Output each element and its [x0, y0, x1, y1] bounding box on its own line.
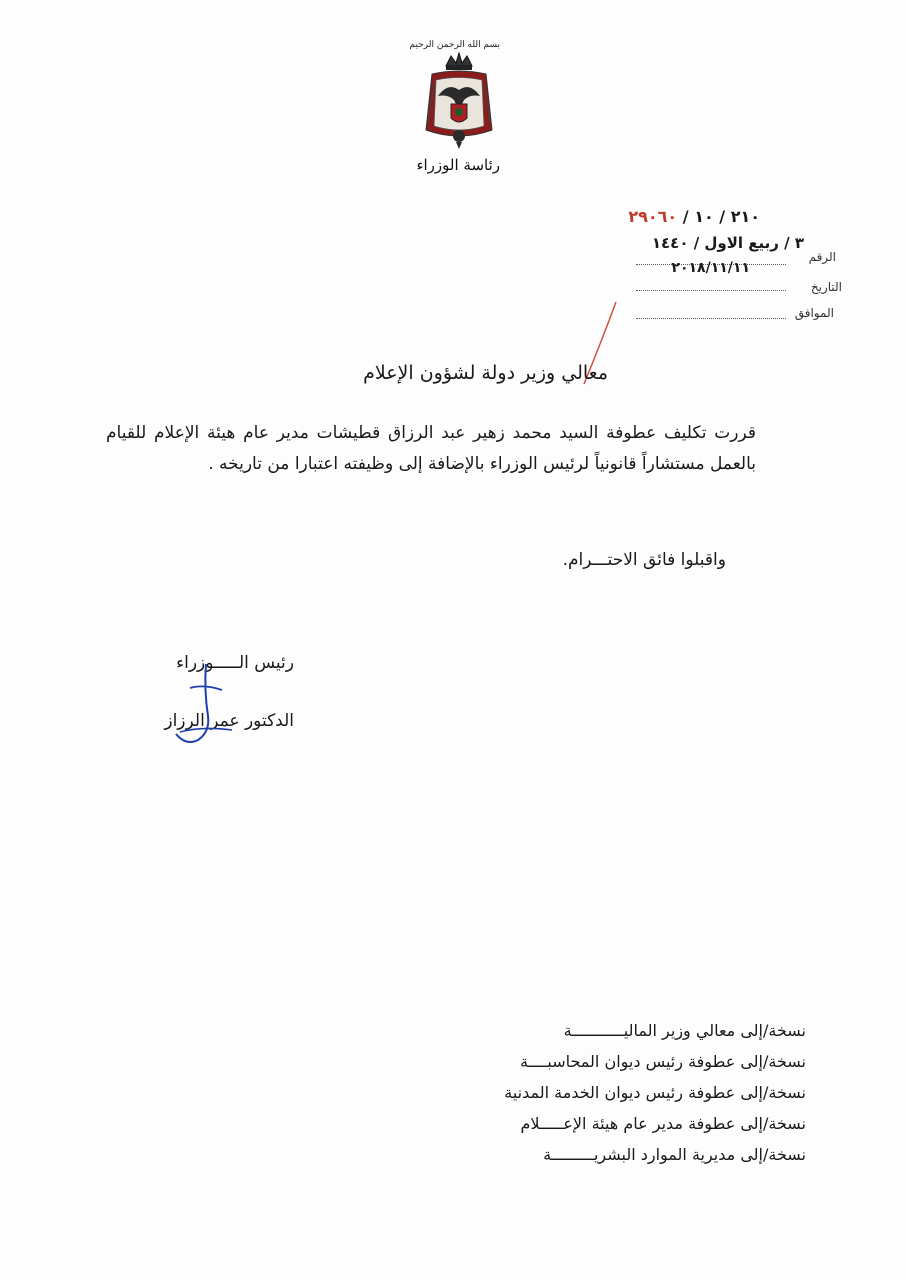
cc-item: نسخة/إلى معالي وزير الماليـــــــــــة: [563, 1021, 806, 1040]
closing: واقبلوا فائق الاحتـــرام.: [562, 550, 726, 570]
bismillah-text: بسم الله الرحمن الرحيم: [409, 40, 500, 50]
label-date: التاريخ: [810, 280, 842, 294]
jordan-coat-of-arms-icon: [418, 50, 500, 150]
reference-number-prefix: ٢١٠ / ١٠ /: [682, 207, 760, 226]
hijri-date: ٣ / ربيع الاول / ١٤٤٠: [651, 234, 804, 252]
label-number: الرقم: [808, 250, 836, 264]
signatory-title: رئيس الـــــوزراء: [176, 653, 294, 673]
reference-number-serial: ٢٩٠٦٠: [628, 207, 678, 226]
signatory-name: الدكتور عمر الرزاز: [164, 711, 294, 731]
cc-item: نسخة/إلى عطوفة مدير عام هيئة الإعـــــلام: [520, 1114, 806, 1133]
corresponding-dotted-line: [636, 318, 786, 319]
letterhead: [409, 40, 500, 190]
cc-list: [366, 1016, 806, 1171]
gregorian-date: ٢٠١٨/١١/١١: [671, 260, 750, 276]
reference-number: [628, 207, 760, 226]
office-name: رئاسة الوزراء: [416, 156, 500, 174]
date-dotted-line: [636, 290, 786, 291]
cc-item: نسخة/إلى عطوفة رئيس ديوان الخدمة المدنية: [504, 1083, 806, 1102]
cc-item: نسخة/إلى مديرية الموارد البشريـــــــــة: [543, 1145, 806, 1164]
handwritten-signature: [168, 660, 238, 750]
addressee: معالي وزير دولة لشؤون الإعلام: [363, 362, 608, 384]
cc-item: نسخة/إلى عطوفة رئيس ديوان المحاسبــــة: [520, 1052, 806, 1071]
letter-body: قررت تكليف عطوفة السيد محمد زهير عبد الرزاق قطيشات مدير عام هيئة الإعلام للقيام بالعمل مستشاراً قانونياً لرئيس الوزراء بالإضافة إلى وظيفته اعتبارا من تاريخه .: [106, 423, 756, 474]
label-corresponding: الموافق: [794, 306, 834, 320]
